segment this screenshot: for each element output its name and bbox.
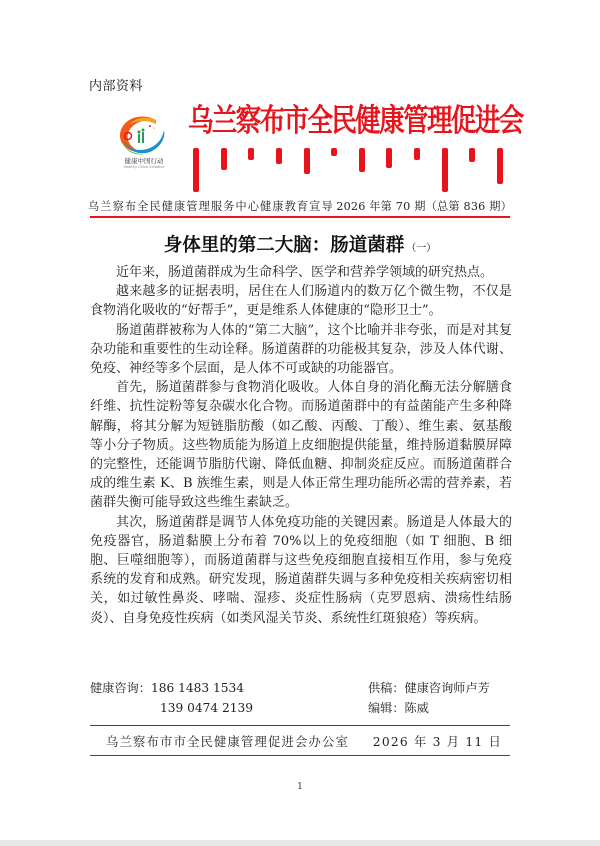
footer-bottom-rule bbox=[90, 755, 510, 756]
page-number: 1 bbox=[297, 782, 303, 792]
health-consult-contact bbox=[90, 679, 253, 718]
footer-date: 2026 年 3 月 11 日 bbox=[372, 735, 502, 749]
page-gap bbox=[0, 840, 600, 846]
consult-label: 健康咨询： bbox=[90, 681, 151, 695]
phone-1: 186 1483 1534 bbox=[150, 681, 244, 695]
mongolian-word bbox=[442, 148, 448, 192]
mongolian-word bbox=[248, 148, 254, 160]
article-body bbox=[90, 263, 512, 628]
mongolian-word bbox=[359, 148, 365, 172]
organization-title: 乌兰察布市全民健康管理促进会 bbox=[188, 103, 523, 140]
article-part-label: （一） bbox=[406, 243, 437, 254]
phone-2: 139 0474 2139 bbox=[160, 700, 254, 715]
paragraph: 首先，肠道菌群参与食物消化吸收。人体自身的消化酶无法分解膳食纤维、抗性淀粉等复杂碳水化合物。而肠道菌群中的有益菌能产生多种降解酶，将其分解为短链脂肪酸（如乙酸、丙酸、丁酸）、维生素、氨基酸等小分子物质。这些物质能为肠道上皮细胞提供能量，维持肠道黏膜屏障的完整性，还能调节脂肪代谢、降低血糖、抑制炎症反应。而肠道菌群合成的维生素 K、B 族维生素，则是人体正常生理功能所必需的营养素，若菌群失衡可能导致这些维生素缺乏。 bbox=[90, 380, 512, 511]
footer-top-rule bbox=[90, 725, 510, 726]
logo-caption: 健康中国行动 bbox=[124, 157, 164, 165]
mongolian-word bbox=[304, 148, 310, 174]
mongolian-word bbox=[497, 148, 503, 184]
mongolian-word bbox=[386, 148, 392, 168]
credits bbox=[368, 679, 490, 718]
footer-office: 乌兰察布市市全民健康管理促进会办公室 bbox=[106, 735, 349, 749]
footer-line bbox=[106, 732, 502, 750]
publisher-label: 乌兰察布全民健康管理服务中心健康教育宣导 bbox=[88, 200, 334, 213]
paragraph: 近年来，肠道菌群成为生命科学、医学和营养学领域的研究热点。 bbox=[116, 265, 494, 280]
mongolian-word bbox=[331, 148, 337, 156]
article-title bbox=[0, 231, 600, 257]
mongolian-word bbox=[221, 148, 227, 170]
paragraph: 其次，肠道菌群是调节人体免疫功能的关键因素。肠道是人体最大的免疫器官，肠道黏膜上分布着 70%以上的免疫细胞（如 T 细胞、B 细胞、巨噬细胞等），而肠道菌群与这些免疫细胞直接相互作用，参与免疫系统的发育和成熟。研究发现，肠道菌群失调与多种免疫相关疾病密切相关，如过敏性鼻炎、哮喘、湿疹、炎症性肠病（克罗恩病、溃疡性结肠炎）、自身免疫性疾病（如类风湿关节炎、系统性红斑狼疮）等疾病。 bbox=[90, 514, 512, 626]
mongolian-word bbox=[276, 148, 282, 164]
mongolian-word bbox=[193, 148, 199, 192]
mongolian-word bbox=[414, 148, 420, 160]
mongolian-word bbox=[469, 148, 475, 162]
mongolian-script-title bbox=[193, 148, 503, 192]
issue-line bbox=[88, 198, 512, 214]
issue-number: 2026 年第 70 期（总第 836 期） bbox=[336, 200, 512, 213]
red-divider bbox=[90, 216, 510, 218]
article-title-text: 身体里的第二大脑：肠道菌群 bbox=[163, 235, 405, 256]
internal-document-label: 内部资料 bbox=[89, 79, 144, 94]
editor: 编辑：陈威 bbox=[368, 700, 429, 715]
contributor: 供稿：健康咨询师卢芳 bbox=[368, 681, 490, 695]
paragraph: 肠道菌群被称为人体的“第二大脑”，这个比喻并非夸张，而是对其复杂功能和重要性的生动诠释。肠道菌群的功能极其复杂，涉及人体代谢、免疫、神经等多个层面，是人体不可或缺的功能器官。 bbox=[90, 322, 512, 377]
paragraph: 越来越多的证据表明，居住在人们肠道内的数万亿个微生物，不仅是食物消化吸收的“好帮手”，更是维系人体健康的“隐形卫士”。 bbox=[90, 284, 512, 319]
logo-subcaption: Healthy China Initiative bbox=[123, 165, 165, 169]
